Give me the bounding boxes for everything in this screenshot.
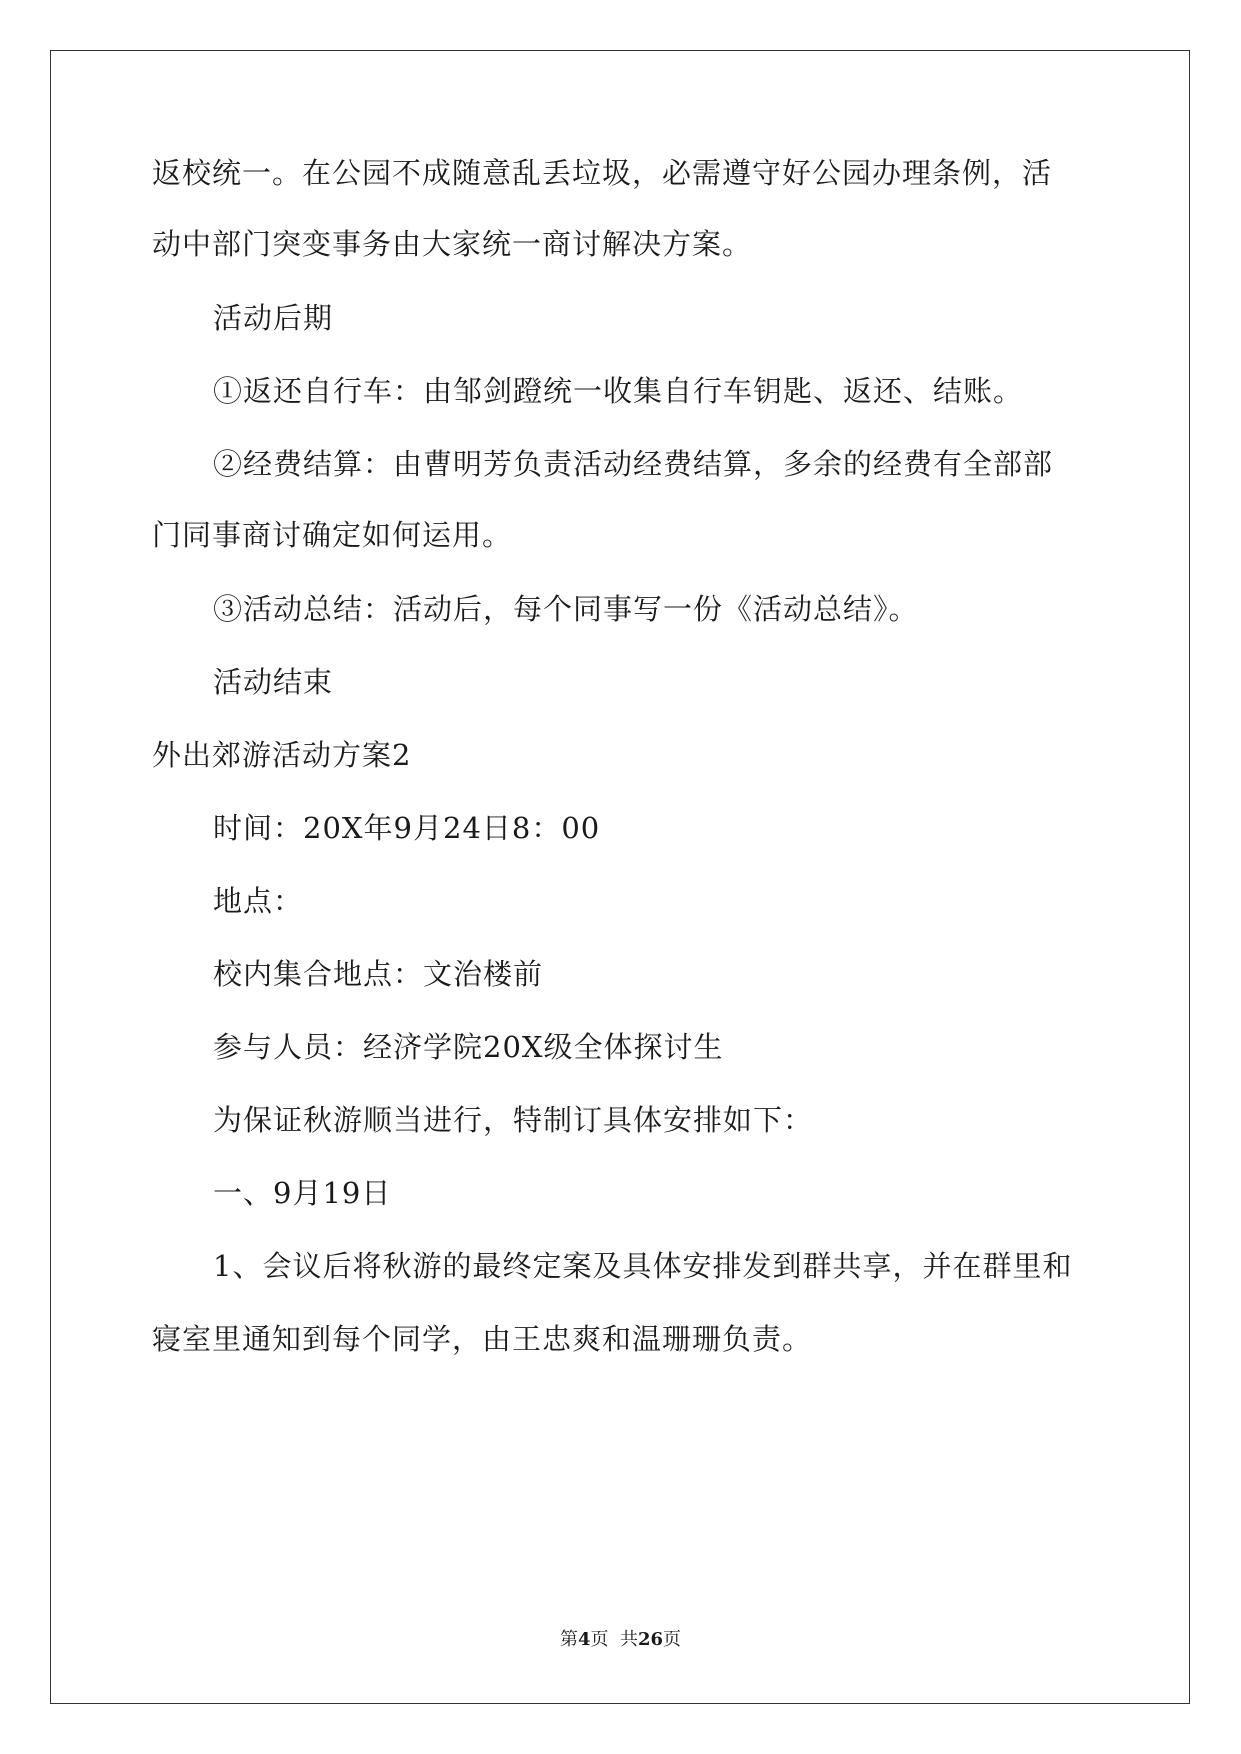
section-heading: 活动后期: [213, 301, 334, 335]
footer-suffix: 页: [663, 1629, 682, 1650]
body-line: 1、会议后将秋游的最终定案及具体安排发到群共享，并在群里和: [213, 1249, 1073, 1283]
body-line: ①返还自行车：由邹剑蹬统一收集自行车钥匙、返还、结账。: [213, 374, 1024, 408]
body-line: 动中部门突变事务由大家统一商讨解决方案。: [152, 227, 753, 261]
section-heading: 活动结束: [213, 665, 334, 699]
body-line: 参与人员：经济学院20X级全体探讨生: [213, 1030, 724, 1064]
body-line: ③活动总结：活动后，每个同事写一份《活动总结》。: [213, 592, 919, 626]
body-line: 寝室里通知到每个同学，由王忠爽和温珊珊负责。: [152, 1322, 813, 1356]
body-line: ②经费结算：由曹明芳负责活动经费结算，多余的经费有全部部: [213, 447, 1054, 481]
body-line: 时间：20X年9月24日8：00: [213, 811, 601, 845]
body-line: 为保证秋游顺当进行，特制订具体安排如下：: [213, 1103, 814, 1137]
body-line: 地点：: [213, 884, 304, 918]
current-page-number: 4: [577, 1629, 591, 1650]
document-title: 外出郊游活动方案2: [152, 738, 412, 772]
body-line: 校内集合地点：文治楼前: [213, 957, 544, 991]
section-heading: 一、9月19日: [213, 1176, 392, 1210]
body-line: 门同事商讨确定如何运用。: [152, 518, 513, 552]
body-line: 返校统一。在公园不成随意乱丢垃圾，必需遵守好公园办理条例，活: [152, 156, 1053, 190]
page-border: [50, 50, 1190, 1704]
footer-middle: 页 共: [590, 1629, 638, 1650]
total-pages-number: 26: [637, 1629, 664, 1650]
page-footer: [0, 1628, 1241, 1652]
footer-prefix: 第: [559, 1629, 578, 1650]
